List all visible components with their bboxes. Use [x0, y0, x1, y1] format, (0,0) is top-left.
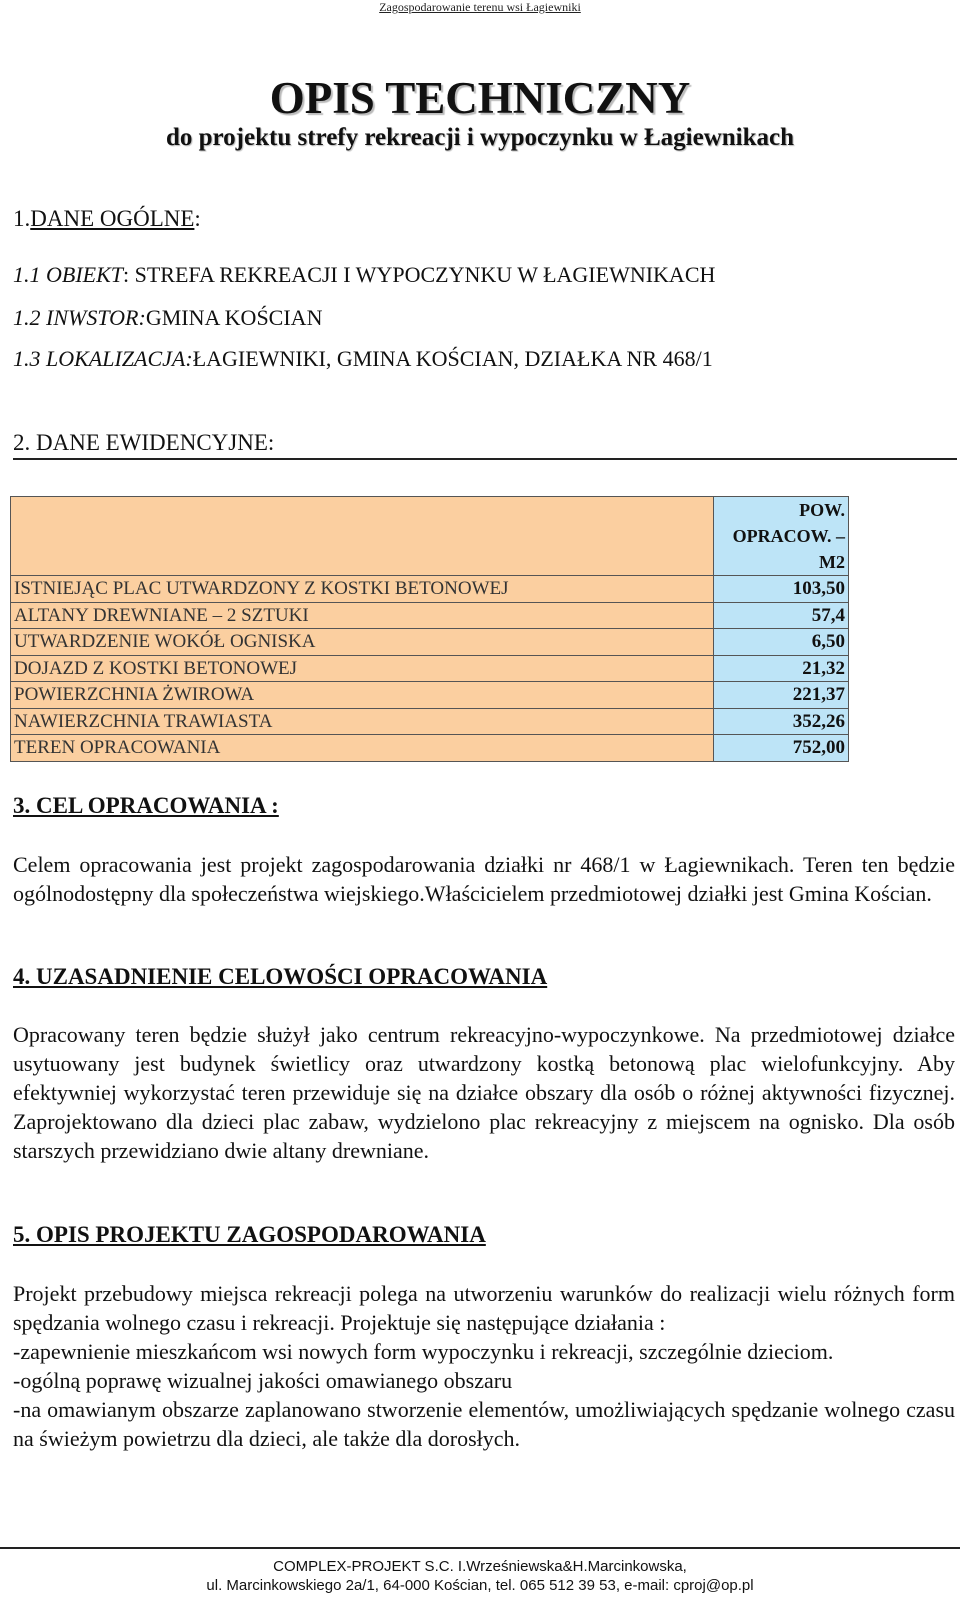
- table-header-value-cell: POW. OPRACOW. – M2: [714, 497, 849, 576]
- table-cell-name: ISTNIEJĄC PLAC UTWARDZONY Z KOSTKI BETONOWEJ: [11, 576, 714, 603]
- table-cell-name: DOJAZD Z KOSTKI BETONOWEJ: [11, 655, 714, 682]
- info-line-object: 1.1 OBIEKT: STREFA REKREACJI I WYPOCZYNKU W ŁAGIEWNIKACH: [13, 262, 716, 287]
- section-5-line: -zapewnienie mieszkańcom wsi nowych form wypoczynku i rekreacji, szczególnie dzieciom.: [13, 1339, 834, 1364]
- table-cell-name: UTWARDZENIE WOKÓŁ OGNISKA: [11, 629, 714, 656]
- info-line-location: 1.3 LOKALIZACJA:ŁAGIEWNIKI, GMINA KOŚCIAN, DZIAŁKA NR 468/1: [13, 346, 713, 371]
- table-row: [11, 735, 849, 762]
- section-5-paragraph: [13, 1279, 955, 1453]
- records-table: [10, 496, 849, 762]
- table-cell-name: POWIERZCHNIA ŻWIROWA: [11, 682, 714, 709]
- section-2-heading: 2. DANE EWIDENCYJNE:: [13, 430, 957, 460]
- section-1-heading-text: DANE OGÓLNE: [30, 206, 195, 231]
- page-header: Zagospodarowanie terenu wsi Łagiewniki: [379, 0, 581, 14]
- document-subtitle: do projektu strefy rekreacji i wypoczynku w Łagiewnikach: [165, 124, 794, 151]
- section-5-line: -ogólną poprawę wizualnej jakości omawianego obszaru: [13, 1368, 513, 1393]
- table-cell-value: 221,37: [714, 682, 849, 709]
- footer-divider: [0, 1547, 960, 1549]
- footer-company: COMPLEX-PROJEKT S.C. I.Wrześniewska&H.Marcinkowska,: [273, 1558, 687, 1575]
- section-4-heading: 4. UZASADNIENIE CELOWOŚCI OPRACOWANIA: [13, 964, 548, 989]
- table-cell-value: 57,4: [714, 602, 849, 629]
- section-4-paragraph: Opracowany teren będzie służył jako centrum rekreacyjno-wypoczynkowe. Na przedmiotowej działce usytuowany jest budynek świetlicy oraz utwardzony kostką betonową plac wielofunkcyjny. Aby efektywniej wykorzystać teren przewiduje się na działce obszary dla osób o różnej aktywności fizycznej. Zaprojektowano dla dzieci plac zabaw, wydzielono plac rekreacyjny z miejscem na ognisko. Dla osób starszych przewidziano dwie altany drewniane.: [13, 1022, 955, 1163]
- table-cell-value: 103,50: [714, 576, 849, 603]
- section-1-heading: 1.DANE OGÓLNE:: [13, 206, 201, 231]
- table-cell-value: 6,50: [714, 629, 849, 656]
- info-line-investor: 1.2 INWSTOR:GMINA KOŚCIAN: [13, 305, 323, 330]
- table-row: [11, 682, 849, 709]
- table-cell-value: 21,32: [714, 655, 849, 682]
- table-cell-value: 352,26: [714, 708, 849, 735]
- document-title: OPIS TECHNICZNY: [269, 73, 691, 123]
- table-cell-name: TEREN OPRACOWANIA: [11, 735, 714, 762]
- table-row: [11, 708, 849, 735]
- section-5-heading: 5. OPIS PROJEKTU ZAGOSPODAROWANIA: [13, 1222, 486, 1247]
- table-cell-name: NAWIERZCHNIA TRAWIASTA: [11, 708, 714, 735]
- page-footer: [0, 1557, 960, 1595]
- table-cell-name: ALTANY DREWNIANE – 2 SZTUKI: [11, 602, 714, 629]
- section-5-line: Projekt przebudowy miejsca rekreacji polega na utworzeniu warunków do realizacji wielu różnych form spędzania wolnego czasu i rekreacji. Projektuje się następujące działania :: [13, 1281, 955, 1335]
- footer-address: ul. Marcinkowskiego 2a/1, 64-000 Kościan, tel. 065 512 39 53, e-mail: cproj@op.pl: [206, 1577, 754, 1594]
- section-3-paragraph: Celem opracowania jest projekt zagospodarowania działki nr 468/1 w Łagiewnikach. Teren ten będzie ogólnodostępny dla społeczeństwa wiejskiego.Właścicielem przedmiotowej działki jest Gmina Kościan.: [13, 852, 955, 906]
- table-row: [11, 576, 849, 603]
- table-row: [11, 602, 849, 629]
- section-3-heading: 3. CEL OPRACOWANIA :: [13, 793, 279, 818]
- table-cell-value: 752,00: [714, 735, 849, 762]
- table-header-row: [11, 497, 849, 576]
- section-5-line: -na omawianym obszarze zaplanowano stworzenie elementów, umożliwiających spędzanie wolnego czasu na świeżym powietrzu dla dzieci, ale także dla dorosłych.: [13, 1397, 955, 1451]
- table-row: [11, 629, 849, 656]
- table-header-name-cell: [11, 497, 714, 576]
- table-row: [11, 655, 849, 682]
